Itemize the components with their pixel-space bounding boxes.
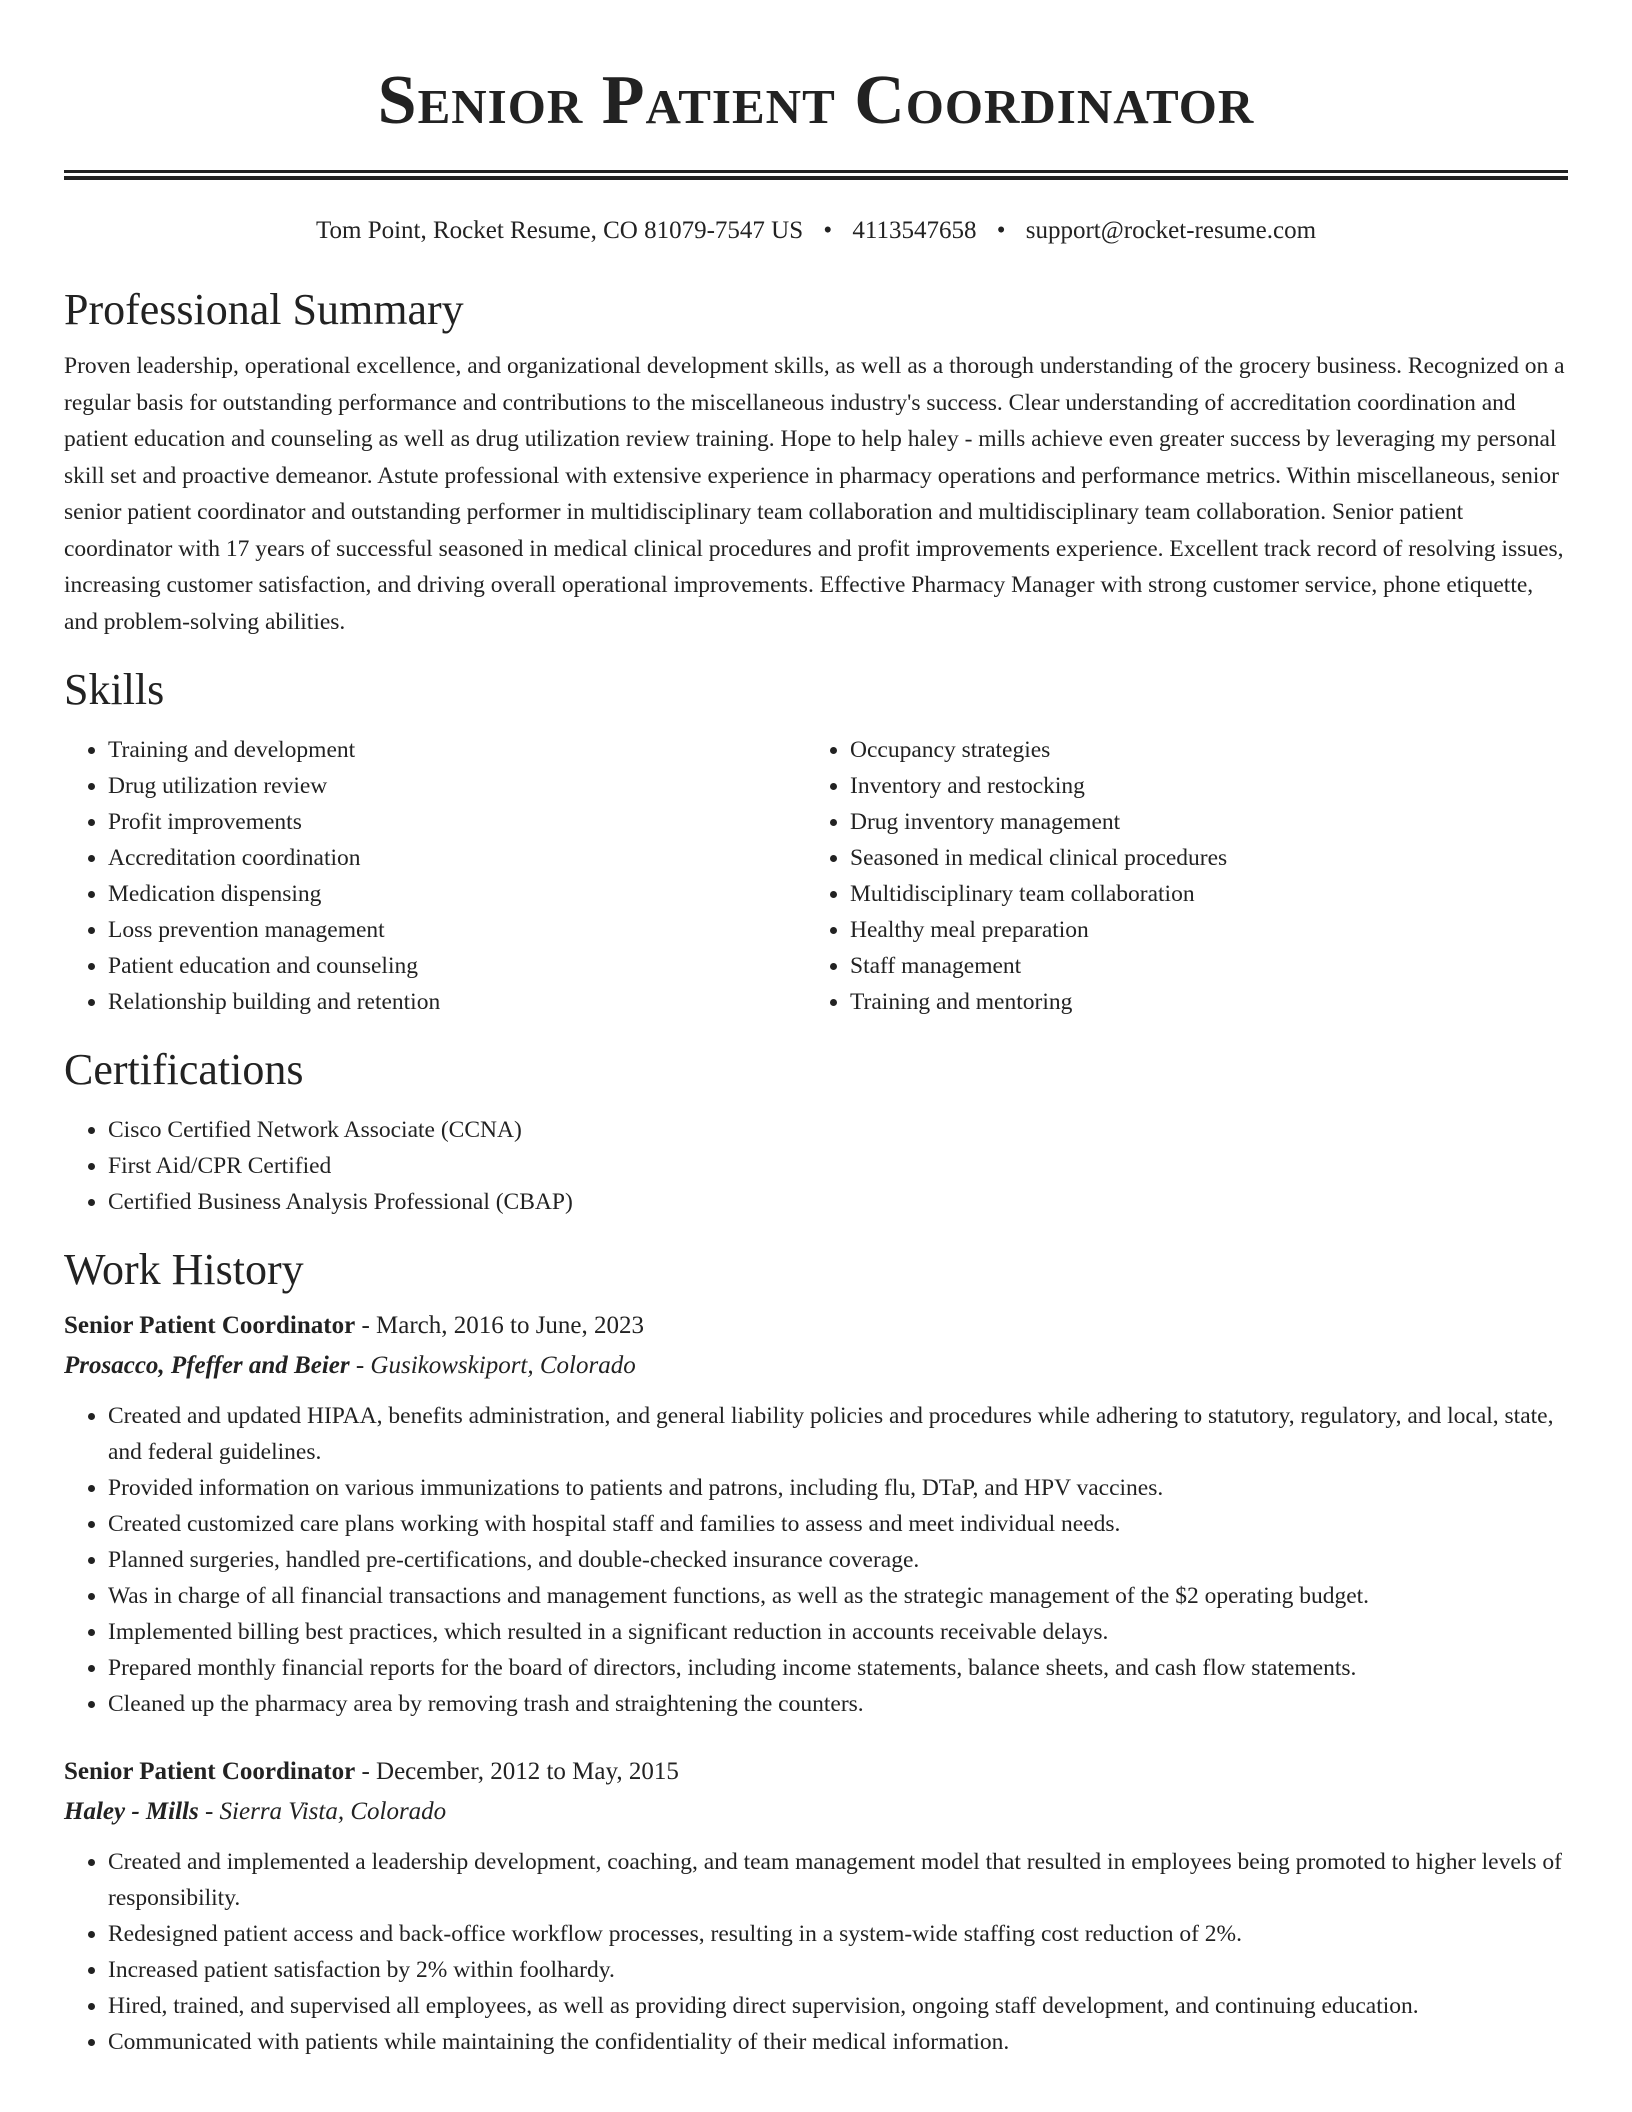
contact-separator: • [823, 217, 833, 244]
skill-item: • Loss prevention management [108, 912, 806, 948]
job-bullet: • Increased patient satisfaction by 2% within foolhardy. [108, 1952, 1568, 1988]
skill-item: • Drug utilization review [108, 768, 806, 804]
job-dates: - December, 2012 to May, 2015 [361, 1758, 679, 1785]
work-history-heading: Work History [64, 1245, 304, 1294]
skills-list-right [806, 732, 1548, 1020]
contact-phone: 4113547658 [852, 217, 977, 244]
certifications-heading: Certifications [64, 1045, 304, 1094]
job-header [64, 1310, 1568, 1342]
skill-item: • Training and mentoring [850, 984, 1548, 1020]
summary-text: Proven leadership, operational excellence, and organizational development skills, as well as a thorough understanding of the grocery business. Recognized on a regular basis for outstanding performance and contributions to the miscellaneous industry's success. Clear understanding of accreditation coordination and patient education and counseling as well as drug utilization review training. Hope to help haley - mills achieve even greater success by leveraging my personal skill set and proactive demeanor. Astute professional with extensive experience in pharmacy operations and performance metrics. Within miscellaneous, senior senior patient coordinator and outstanding performer in multidisciplinary team collaboration and multidisciplinary team collaboration. Senior patient coordinator with 17 years of successful seasoned in medical clinical procedures and profit improvements experience. Excellent track record of resolving issues, increasing customer satisfaction, and driving overall operational improvements. Effective Pharmacy Manager with strong customer service, phone etiquette, and problem-solving abilities. [64, 353, 1565, 635]
job-title: Senior Patient Coordinator [64, 1758, 356, 1785]
skill-item: • Medication dispensing [108, 876, 806, 912]
job-company-line [64, 1350, 1568, 1382]
job-company: Haley - Mills [64, 1798, 199, 1825]
skill-item: • Staff management [850, 948, 1548, 984]
skill-item: • Healthy meal preparation [850, 912, 1548, 948]
skill-item: • Occupancy strategies [850, 732, 1548, 768]
job-bullet: • Created customized care plans working with hospital staff and families to assess and meet individual needs. [108, 1506, 1568, 1542]
job-entry [64, 1310, 1568, 1722]
contact-line [64, 216, 1568, 246]
skill-item: • Patient education and counseling [108, 948, 806, 984]
certifications-list [64, 1112, 1568, 1220]
page-title: Senior Patient Coordinator [377, 62, 1255, 139]
job-bullets [64, 1844, 1568, 2060]
job-bullet: • Redesigned patient access and back-office workflow processes, resulting in a system-wide staffing cost reduction of 2%. [108, 1916, 1568, 1952]
contact-separator: • [996, 217, 1006, 244]
job-location: - Gusikowskiport, Colorado [355, 1352, 636, 1379]
skill-item: • Profit improvements [108, 804, 806, 840]
skills-columns [64, 732, 1568, 1020]
title-divider [64, 170, 1568, 180]
skills-heading: Skills [64, 665, 165, 714]
job-header [64, 1756, 1568, 1788]
skill-item: • Multidisciplinary team collaboration [850, 876, 1548, 912]
job-bullets [64, 1398, 1568, 1722]
job-bullet: • Planned surgeries, handled pre-certifications, and double-checked insurance coverage. [108, 1542, 1568, 1578]
skill-item: • Accreditation coordination [108, 840, 806, 876]
job-bullet: • Provided information on various immunizations to patients and patrons, including flu, DTaP, and HPV vaccines. [108, 1470, 1568, 1506]
job-company: Prosacco, Pfeffer and Beier [64, 1352, 350, 1379]
job-title: Senior Patient Coordinator [64, 1312, 356, 1339]
job-entry [64, 1756, 1568, 2060]
job-bullet: • Prepared monthly financial reports for the board of directors, including income statements, balance sheets, and cash flow statements. [108, 1650, 1568, 1686]
job-bullet: • Was in charge of all financial transactions and management functions, as well as the strategic management of the $2 operating budget. [108, 1578, 1568, 1614]
skill-item: • Relationship building and retention [108, 984, 806, 1020]
job-company-line [64, 1796, 1568, 1828]
summary-heading: Professional Summary [64, 285, 464, 334]
job-bullet: • Created and implemented a leadership development, coaching, and team management model that resulted in employees being promoted to higher levels of responsibility. [108, 1844, 1568, 1916]
job-bullet: • Created and updated HIPAA, benefits administration, and general liability policies and procedures while adhering to statutory, regulatory, and local, state, and federal guidelines. [108, 1398, 1568, 1470]
certification-item: • Cisco Certified Network Associate (CCNA) [108, 1112, 1568, 1148]
skill-item: • Training and development [108, 732, 806, 768]
job-location: - Sierra Vista, Colorado [204, 1798, 447, 1825]
job-bullet: • Cleaned up the pharmacy area by removing trash and straightening the counters. [108, 1686, 1568, 1722]
job-bullet: • Implemented billing best practices, which resulted in a significant reduction in accounts receivable delays. [108, 1614, 1568, 1650]
skill-item: • Inventory and restocking [850, 768, 1548, 804]
job-bullet: • Communicated with patients while maintaining the confidentiality of their medical information. [108, 2024, 1568, 2060]
job-bullet: • Hired, trained, and supervised all employees, as well as providing direct supervision, ongoing staff development, and continuing education. [108, 1988, 1568, 2024]
certification-item: • Certified Business Analysis Professional (CBAP) [108, 1184, 1568, 1220]
skill-item: • Seasoned in medical clinical procedures [850, 840, 1548, 876]
contact-address: Tom Point, Rocket Resume, CO 81079-7547 US [315, 217, 804, 244]
contact-email[interactable]: support@rocket-resume.com [1025, 217, 1317, 244]
skill-item: • Drug inventory management [850, 804, 1548, 840]
job-dates: - March, 2016 to June, 2023 [361, 1312, 645, 1339]
certification-item: • First Aid/CPR Certified [108, 1148, 1568, 1184]
skills-list-left [64, 732, 806, 1020]
